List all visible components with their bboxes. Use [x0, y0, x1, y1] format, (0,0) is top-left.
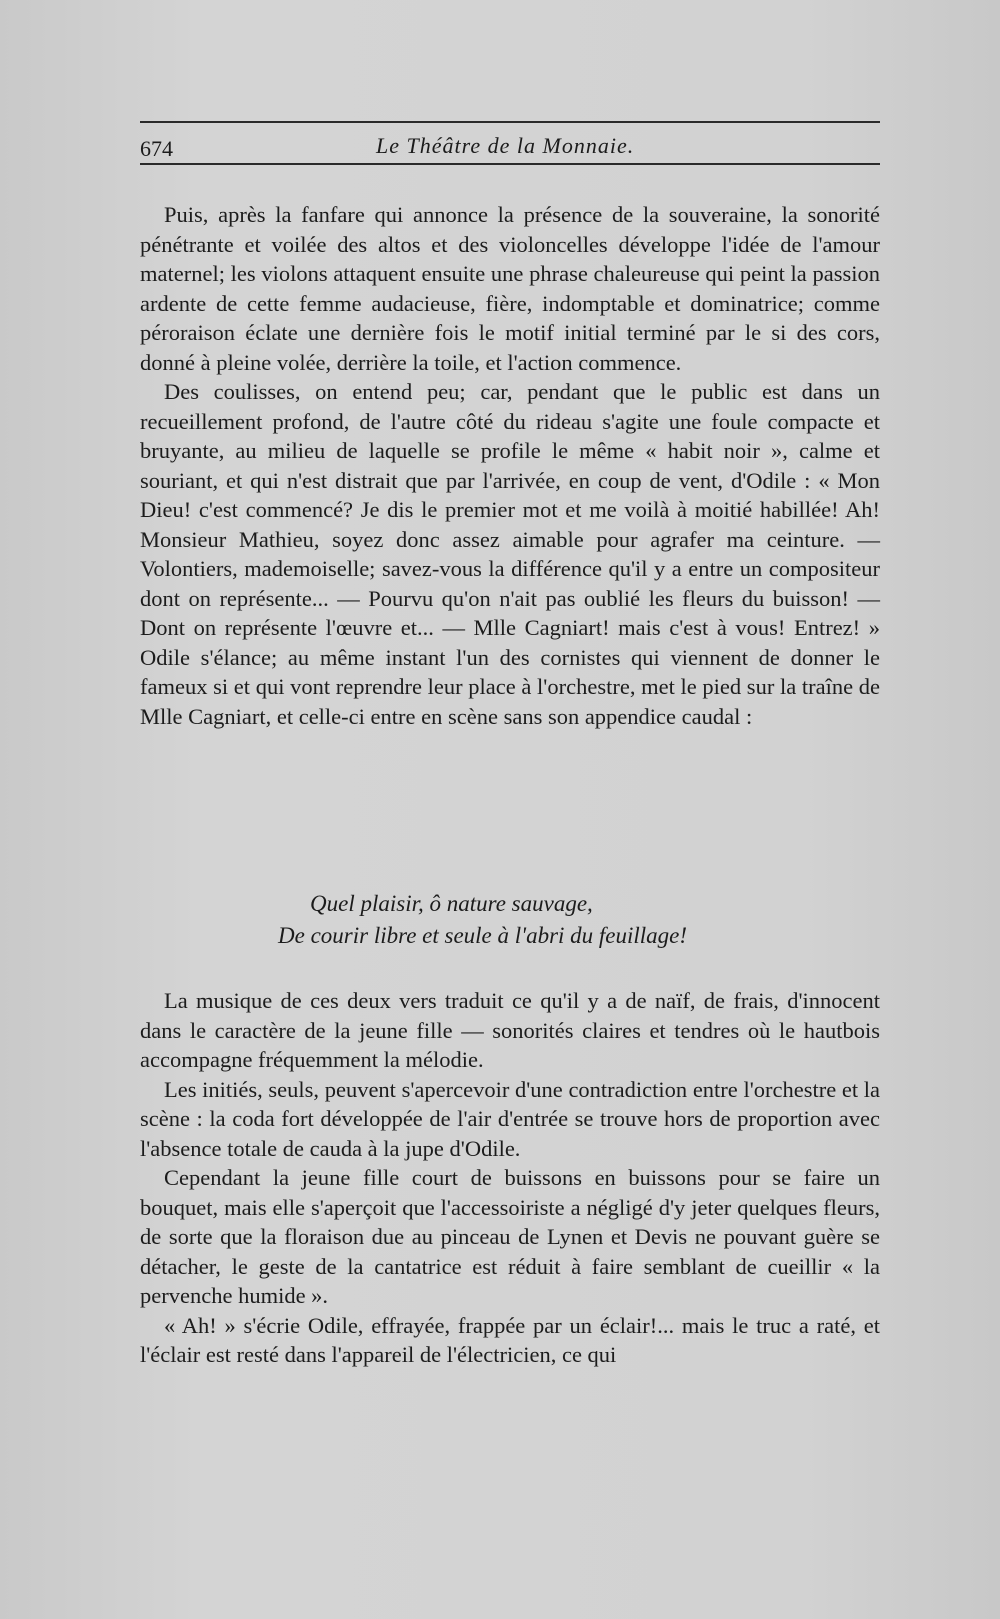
verse-line: De courir libre et seule à l'abri du feuillage!: [278, 923, 688, 948]
paragraph: Des coulisses, on entend peu; car, pendant que le public est dans un recueillement profond, de l'autre côté du rideau s'agite une foule compacte et bruyante, au milieu de laquelle se profile le même « habit noir », calme et souriant, et qui n'est distrait que par l'arrivée, en coup de vent, d'Odile : « Mon Dieu! c'est commencé? Je dis le premier mot et me voilà à moitié habillée! Ah! Monsieur Mathieu, soyez donc assez aimable pour agrafer ma ceinture. — Volontiers, mademoiselle; savez-vous la différence qu'il y a entre un compositeur dont on représente... — Pourvu qu'on n'ait pas oublié les fleurs du buisson! — Dont on représente l'œuvre et... — Mlle Cagniart! mais c'est à vous! Entrez! » Odile s'élance; au même instant l'un des cornistes qui viennent de donner le fameux si et qui vont reprendre leur place à l'orchestre, met le pied sur la traîne de Mlle Cagniart, et celle-ci entre en scène sans son appendice caudal :: [140, 379, 880, 729]
paragraph: La musique de ces deux vers traduit ce qu'il y a de naïf, de frais, d'innocent dans le caractère de la jeune fille — sonorités claires et tendres où le hautbois accompagne fréquemment la mélodie.: [140, 988, 880, 1072]
page-number: 674: [140, 136, 173, 161]
verse-quote: [140, 888, 880, 952]
body-text-bottom: [140, 986, 880, 1370]
running-title: Le Théâtre de la Monnaie.: [376, 133, 635, 158]
paragraph: Cependant la jeune fille court de buissons en buissons pour se faire un bouquet, mais elle s'aperçoit que l'accessoiriste a négligé d'y jeter quelques fleurs, de sorte que la floraison due au pinceau de Lynen et Devis ne pouvant guère se détacher, le geste de la cantatrice est réduit à faire semblant de cueillir « la pervenche humide ».: [140, 1165, 880, 1308]
paragraph: « Ah! » s'écrie Odile, effrayée, frappée par un éclair!... mais le truc a raté, et l'éclair est resté dans l'appareil de l'électricien, ce qui: [140, 1312, 880, 1367]
header-rule-top: [140, 121, 880, 123]
header-rule-bottom: [140, 163, 880, 165]
paragraph: Les initiés, seuls, peuvent s'apercevoir d'une contradiction entre l'orchestre et la scène : la coda fort développée de l'air d'entrée se trouve hors de proportion avec l'absence totale de cauda à la jupe d'Odile.: [140, 1076, 880, 1161]
paragraph: Puis, après la fanfare qui annonce la présence de la souveraine, la sonorité pénétrante et voilée des altos et des violoncelles développe l'idée de l'amour maternel; les violons attaquent ensuite une phrase chaleureuse qui peint la passion ardente de cette femme audacieuse, fière, indomptable et dominatrice; comme péroraison éclate une dernière fois le motif initial terminé par le si des cors, donné à pleine volée, derrière la toile, et l'action commence.: [140, 202, 880, 375]
verse-line: Quel plaisir, ô nature sauvage,: [310, 891, 593, 916]
body-text-top: [140, 200, 880, 731]
